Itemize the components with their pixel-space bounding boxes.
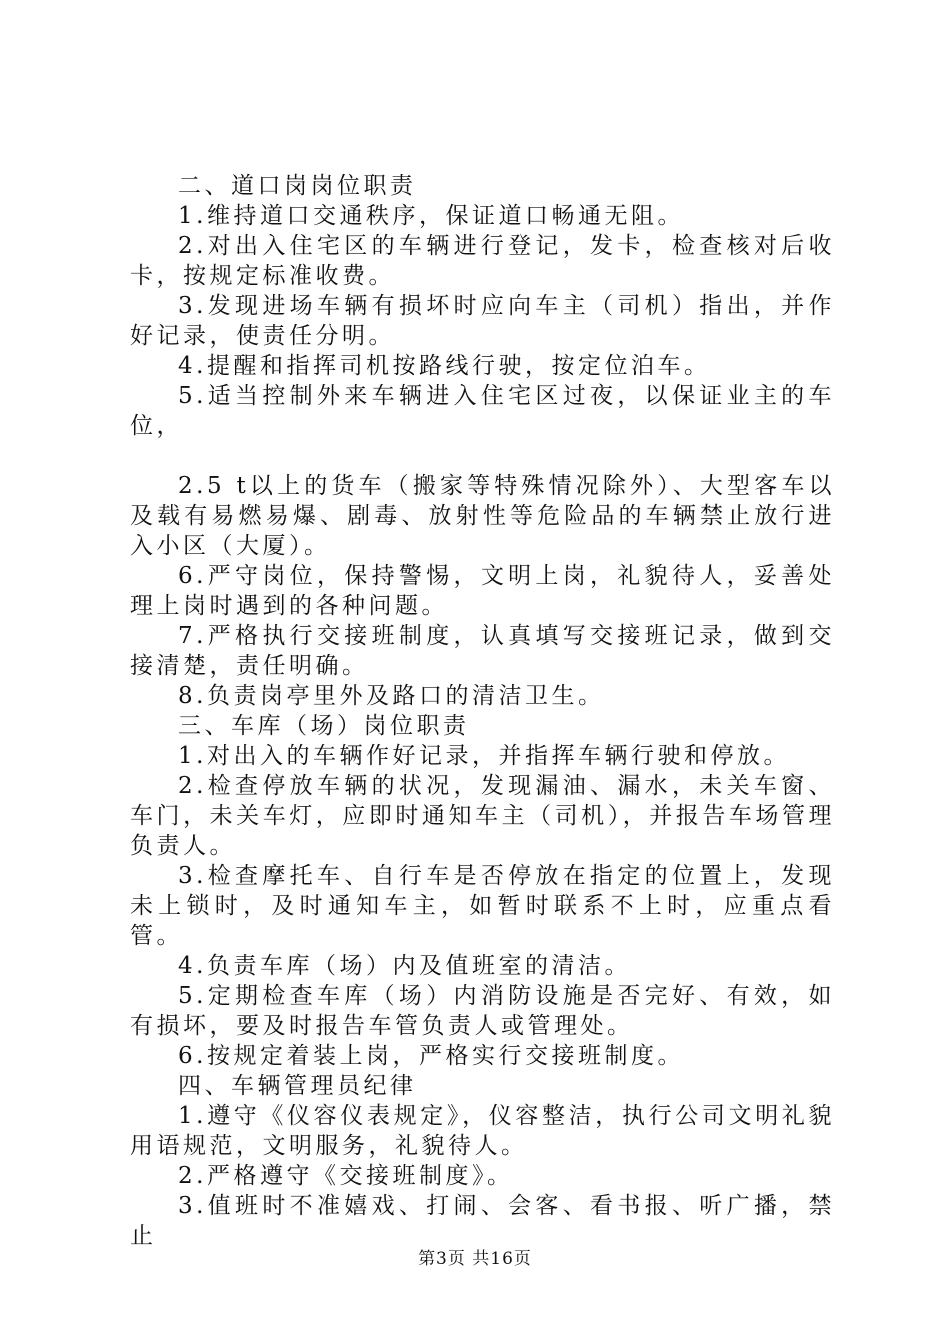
paragraph: 7.严格执行交接班制度，认真填写交接班记录，做到交接清楚，责任明确。: [130, 623, 835, 679]
section-heading: 二、道口岗岗位职责: [178, 173, 417, 199]
paragraph: 4.负责车库（场）内及值班室的清洁。: [178, 953, 631, 979]
paragraph: 1.维持道口交通秩序，保证道口畅通无阻。: [178, 203, 684, 229]
section-heading: 四、车辆管理员纪律: [178, 1073, 417, 1099]
paragraph: 3.值班时不准嬉戏、打闹、会客、看书报、听广播，禁止: [130, 1193, 835, 1249]
paragraph: 1.对出入的车辆作好记录，并指挥车辆行驶和停放。: [178, 743, 790, 769]
paragraph: 6.严守岗位，保持警惕，文明上岗，礼貌待人，妥善处理上岗时遇到的各种问题。: [130, 563, 835, 619]
paragraph: 1.遵守《仪容仪表规定》，仪容整洁，执行公司文明礼貌用语规范，文明服务，礼貌待人。: [130, 1103, 835, 1159]
paragraph: 8.负责岗亭里外及路口的清洁卫生。: [178, 683, 605, 709]
paragraph: 4.提醒和指挥司机按路线行驶，按定位泊车。: [178, 353, 711, 379]
paragraph: 2.5 t以上的货车（搬家等特殊情况除外）、大型客车以及载有易燃易爆、剧毒、放射性等危险品的车辆禁止放行进入小区（大厦）。: [130, 473, 835, 559]
page-number-footer: 第3页 共16页: [418, 1249, 532, 1269]
paragraph: 3.检查摩托车、自行车是否停放在指定的位置上，发现未上锁时，及时通知车主，如暂时联系不上时，应重点看管。: [130, 863, 835, 949]
paragraph: 5.定期检查车库（场）内消防设施是否完好、有效，如有损坏，要及时报告车管负责人或管理处。: [130, 983, 835, 1039]
blank-line: [130, 441, 835, 471]
paragraph: 5.适当控制外来车辆进入住宅区过夜，以保证业主的车位，: [130, 383, 835, 439]
document-body: [130, 171, 835, 1251]
paragraph: 2.严格遵守《交接班制度》。: [178, 1163, 514, 1189]
section-heading: 三、车库（场）岗位职责: [178, 713, 470, 739]
paragraph: 6.按规定着装上岗，严格实行交接班制度。: [178, 1043, 684, 1069]
paragraph: 2.检查停放车辆的状况，发现漏油、漏水，未关车窗、车门，未关车灯，应即时通知车主（司机），并报告车场管理负责人。: [130, 773, 835, 859]
paragraph: 3.发现进场车辆有损坏时应向车主（司机）指出，并作好记录，使责任分明。: [130, 293, 835, 349]
paragraph: 2.对出入住宅区的车辆进行登记，发卡，检查核对后收卡，按规定标准收费。: [130, 233, 835, 289]
